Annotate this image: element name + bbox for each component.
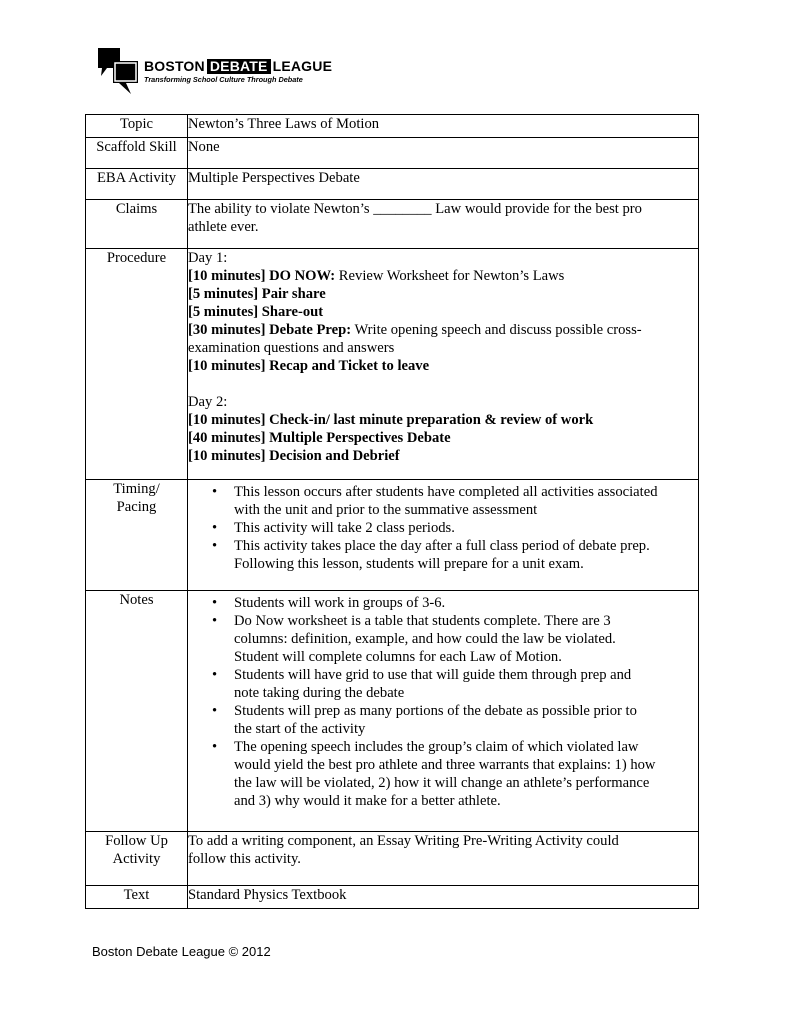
procedure-step: [10 minutes] Recap and Ticket to leave [188,358,430,374]
day-1-heading: Day 1: [188,250,228,266]
logo-word-debate: DEBATE [207,59,271,74]
scaffold-skill-label: Scaffold Skill [86,138,188,169]
claims-label: Claims [86,200,188,249]
boston-debate-league-logo [95,46,335,98]
procedure-step: [10 minutes] Decision and Debrief [188,448,400,464]
logo-word-boston: BOSTON [144,58,205,74]
list-item: • Students will work in groups of 3-6. [234,594,698,612]
list-item: • Students will prep as many portions of the debate as possible prior to the start of the activity [234,702,698,738]
table-row [86,115,699,138]
timing-pacing-value [188,480,699,591]
procedure-label: Procedure [86,249,188,480]
table-row [86,138,699,169]
procedure-step-continued: examination questions and answers [188,340,395,356]
procedure-step: [10 minutes] Check-in/ last minute preparation & review of work [188,412,594,428]
topic-value: Newton’s Three Laws of Motion [188,115,699,138]
topic-label: Topic [86,115,188,138]
table-row [86,591,699,832]
claims-value [188,200,699,249]
table-row [86,886,699,909]
procedure-step: [10 minutes] DO NOW: Review Worksheet for Newton’s Laws [188,268,565,284]
procedure-step: [30 minutes] Debate Prep: Write opening speech and discuss possible cross- [188,322,642,338]
claims-line: The ability to violate Newton’s ________ Law would provide for the best pro [188,201,642,217]
notes-value [188,591,699,832]
text-value: Standard Physics Textbook [188,886,699,909]
lesson-plan-table [85,114,699,909]
scaffold-skill-value: None [188,138,699,169]
follow-up-activity-value: To add a writing component, an Essay Writing Pre-Writing Activity could follow this activity. [188,832,699,886]
table-row [86,200,699,249]
table-row [86,480,699,591]
table-row [86,249,699,480]
text-label: Text [86,886,188,909]
table-row [86,169,699,200]
speech-bubbles-icon [95,46,141,96]
list-item: • This activity takes place the day after a full class period of debate prep. Following this lesson, students will prepare for a unit exam. [234,537,698,573]
eba-activity-label: EBA Activity [86,169,188,200]
day-2-heading: Day 2: [188,394,228,410]
logo-word-league: LEAGUE [272,58,333,74]
procedure-step: [5 minutes] Pair share [188,286,326,302]
procedure-step: [40 minutes] Multiple Perspectives Debate [188,430,451,446]
logo-tagline: Transforming School Culture Through Debate [144,75,303,84]
eba-activity-value: Multiple Perspectives Debate [188,169,699,200]
table-row [86,832,699,886]
claims-line: athlete ever. [188,219,259,235]
procedure-value [188,249,699,480]
list-item: • The opening speech includes the group’s claim of which violated law would yield the best pro athlete and three warrants that explains: 1) how the law will be violated, 2) how it will change an athlete’s performance and 3) why would it make for a better athlete. [234,738,698,810]
notes-label: Notes [86,591,188,832]
procedure-step: [5 minutes] Share-out [188,304,324,320]
follow-up-activity-label: Follow Up Activity [86,832,188,886]
list-item: • This lesson occurs after students have completed all activities associated with the unit and prior to the summative assessment [234,483,698,519]
page-footer: Boston Debate League © 2012 [92,944,271,959]
list-item: • This activity will take 2 class periods. [234,519,698,537]
list-item: • Do Now worksheet is a table that students complete. There are 3 columns: definition, example, and how could the law be violated. Student will complete columns for each Law of Motion. [234,612,698,666]
list-item: • Students will have grid to use that will guide them through prep and note taking during the debate [234,666,698,702]
timing-pacing-label: Timing/ Pacing [86,480,188,591]
